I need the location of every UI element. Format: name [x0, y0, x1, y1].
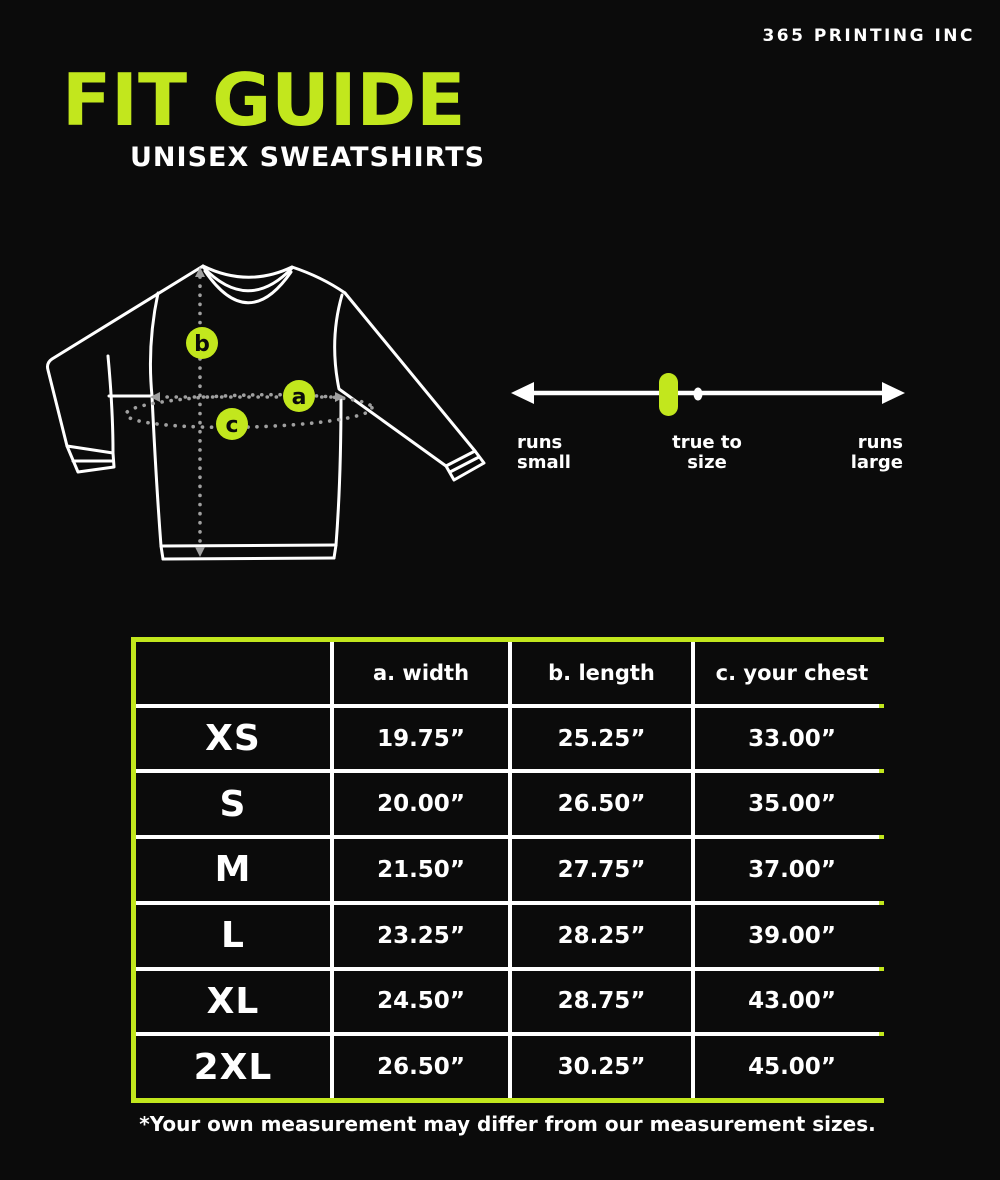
scale-label-runs-large: runs large [850, 432, 903, 473]
table-row-length: 28.25” [512, 905, 691, 967]
table-row-width: 26.50” [334, 1036, 508, 1098]
table-row-width: 24.50” [334, 971, 508, 1033]
table-row-width: 20.00” [334, 773, 508, 835]
scale-tick-dot [694, 388, 703, 401]
brand-text: 365 PRINTING INC [762, 26, 975, 46]
table-row-chest: 37.00” [695, 839, 889, 901]
table-row-length: 27.75” [512, 839, 691, 901]
marker-b-label: b [194, 332, 210, 357]
marker-a-label: a [291, 385, 307, 410]
table-row-length: 25.25” [512, 708, 691, 770]
table-header-width: a. width [334, 642, 508, 704]
table-row-width: 21.50” [334, 839, 508, 901]
marker-c-label: c [225, 413, 239, 438]
size-table [131, 637, 884, 1103]
table-row-width: 19.75” [334, 708, 508, 770]
scale-label-true-to-size: true to size [672, 432, 742, 473]
left-cuff [67, 446, 114, 472]
fit-scale [500, 355, 920, 425]
scale-label-runs-small: runs small [517, 432, 571, 473]
page-subtitle: UNISEX SWEATSHIRTS [130, 142, 486, 173]
sweatshirt-outline [48, 266, 485, 559]
table-row-chest: 33.00” [695, 708, 889, 770]
table-header-length: b. length [512, 642, 691, 704]
marker-a [283, 380, 315, 412]
table-row-size: L [136, 905, 330, 967]
page-title: FIT GUIDE [62, 58, 466, 142]
table-header-empty [136, 642, 330, 704]
table-row-size: 2XL [136, 1036, 330, 1098]
table-row-chest: 43.00” [695, 971, 889, 1033]
table-row-length: 30.25” [512, 1036, 691, 1098]
table-header-chest: c. your chest [695, 642, 889, 704]
length-measure-line [195, 267, 205, 557]
marker-c [216, 408, 248, 440]
table-row-length: 28.75” [512, 971, 691, 1033]
table-row-width: 23.25” [334, 905, 508, 967]
table-row-size: XL [136, 971, 330, 1033]
sweatshirt-diagram [30, 248, 500, 583]
scale-marker-pill [659, 373, 678, 416]
table-row-size: S [136, 773, 330, 835]
table-row-length: 26.50” [512, 773, 691, 835]
table-row-size: M [136, 839, 330, 901]
table-row-size: XS [136, 708, 330, 770]
collar [203, 266, 292, 303]
hem-band [161, 545, 336, 559]
scale-arrow [511, 382, 905, 404]
marker-b [186, 327, 218, 359]
table-row-chest: 39.00” [695, 905, 889, 967]
table-row-chest: 45.00” [695, 1036, 889, 1098]
footnote: *Your own measurement may differ from our measurement sizes. [139, 1112, 876, 1136]
table-row-chest: 35.00” [695, 773, 889, 835]
